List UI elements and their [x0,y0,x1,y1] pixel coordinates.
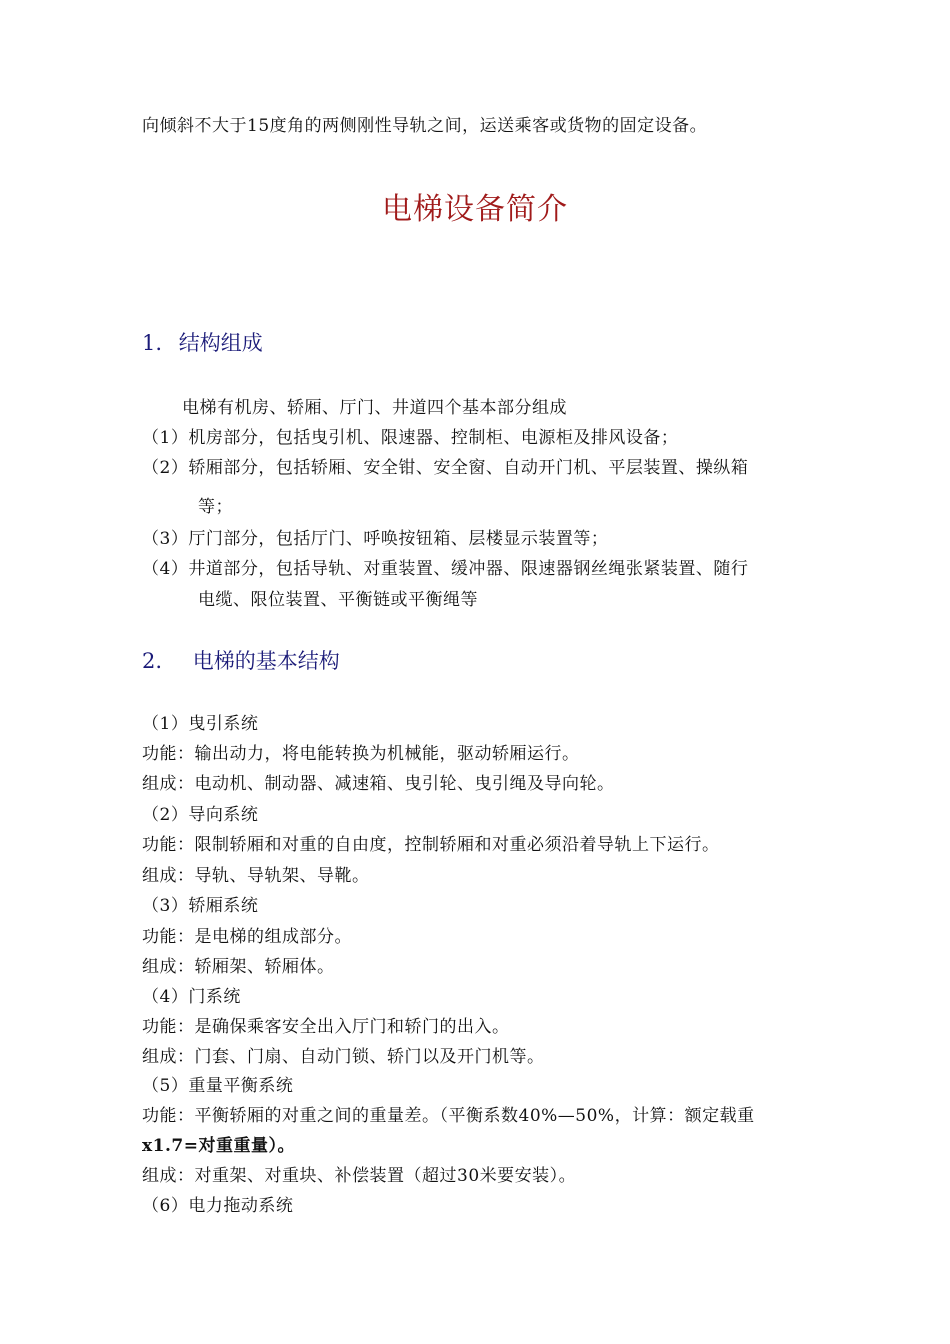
section-2-line: 功能：限制轿厢和对重的自由度，控制轿厢和对重必须沿着导轨上下运行。 [142,835,720,855]
page-title: 电梯设备简介 [382,192,568,227]
section-2-line: 组成：轿厢架、轿厢体。 [142,957,335,977]
section-2-line: （5）重量平衡系统 [142,1076,294,1096]
section-2-line-continuation: x1.7=对重重量）。 [142,1136,295,1156]
section-1-item: （1）机房部分，包括曳引机、限速器、控制柜、电源柜及排风设备； [142,428,679,448]
section-2-line: 功能：是电梯的组成部分。 [142,927,352,947]
section-2-heading [142,647,340,675]
section-1-lead: 电梯有机房、轿厢、厅门、井道四个基本部分组成 [182,398,567,418]
section-2-line: 组成：电动机、制动器、减速箱、曳引轮、曳引绳及导向轮。 [142,774,615,794]
section-1-title: 结构组成 [178,331,263,355]
section-1-heading [142,329,263,357]
section-2-title: 电梯的基本结构 [192,649,340,673]
section-1-item: （3）厅门部分，包括厅门、呼唤按钮箱、层楼显示装置等； [142,529,609,549]
section-1-item-continuation: 电缆、限位装置、平衡链或平衡绳等 [198,590,478,610]
section-1-item: （4）井道部分，包括导轨、对重装置、缓冲器、限速器钢丝绳张紧装置、随行 [142,559,749,579]
section-2-number: 2. [142,649,163,673]
section-2-line: （2）导向系统 [142,805,259,825]
intro-text: 向倾斜不大于15度角的两侧刚性导轨之间，运送乘客或货物的固定设备。 [142,116,708,136]
section-1-item-continuation: 等； [198,497,233,517]
section-2-line: （6）电力拖动系统 [142,1196,294,1216]
section-2-line: 组成：对重架、对重块、补偿装置（超过30米要安装）。 [142,1166,577,1186]
section-1-item: （2）轿厢部分，包括轿厢、安全钳、安全窗、自动开门机、平层装置、操纵箱 [142,458,749,478]
section-2-line: （1）曳引系统 [142,714,259,734]
section-1-number: 1. [142,331,163,355]
section-2-line: 功能：输出动力，将电能转换为机械能，驱动轿厢运行。 [142,744,580,764]
section-2-line: （3）轿厢系统 [142,896,259,916]
section-2-line: 功能：平衡轿厢的对重之间的重量差。（平衡系数40%—50%，计算：额定载重 [142,1106,755,1126]
section-2-line: （4）门系统 [142,987,241,1007]
section-2-line: 组成：导轨、导轨架、导靴。 [142,866,370,886]
section-2-line: 功能：是确保乘客安全出入厅门和轿门的出入。 [142,1017,510,1037]
section-2-line: 组成：门套、门扇、自动门锁、轿门以及开门机等。 [142,1047,545,1067]
